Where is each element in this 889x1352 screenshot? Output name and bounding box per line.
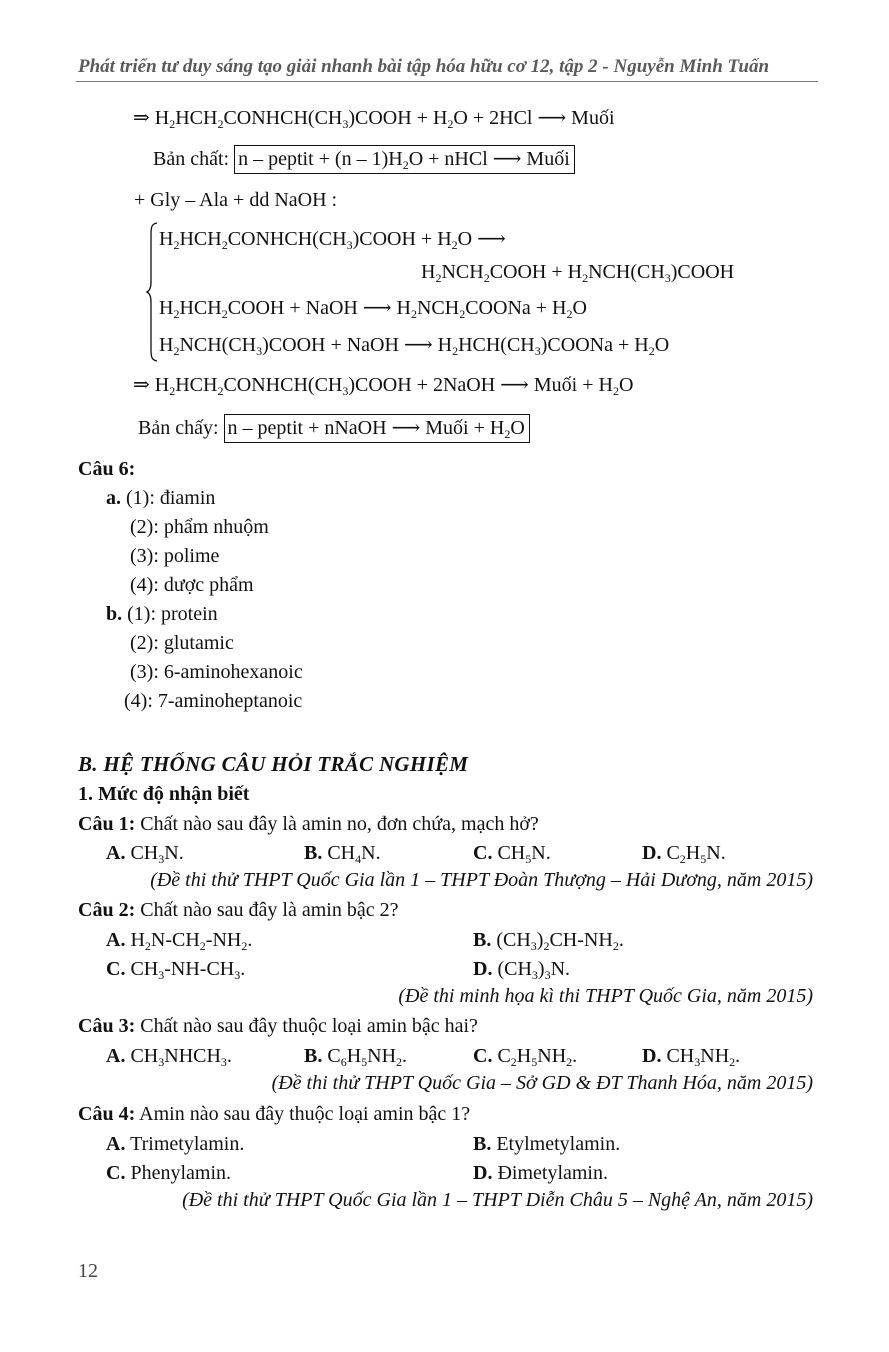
ban-chat-label: Bản chất: xyxy=(153,148,230,170)
cau6-a-item: a. (1): điamin xyxy=(106,487,216,509)
question-label: Câu 2: xyxy=(78,899,136,921)
ban-chat-label: Bản chấy: xyxy=(138,417,219,439)
cau6-a-item: (3): polime xyxy=(130,545,220,567)
system-row-hydrolysis-products: $H_2NCH_2COOH$ + $H_2NCH(CH_3)COOH$ xyxy=(421,261,735,285)
q3-source: (Đề thi thử THPT Quốc Gia – Sở GD & ĐT Thanh Hóa, năm 2015) xyxy=(271,1072,813,1094)
question-4 xyxy=(78,1102,470,1126)
ban-chat-naoh-formula: n – peptit + nNaOH xyxy=(227,417,387,439)
implies-arrow: ⇒ xyxy=(133,107,150,129)
naoh-term: NaOH xyxy=(305,297,358,319)
question-label: Câu 1: xyxy=(78,813,136,835)
ban-chat-hcl xyxy=(153,147,575,171)
q1-option-c: C. $CH_5N$. xyxy=(473,842,551,866)
cau6-a-item: (4): dược phẩm xyxy=(130,574,254,596)
q4-option-d: D. Đimetylamin. xyxy=(473,1162,608,1184)
ban-chat-hcl-box: n – peptit + $(n - 1)H_2O$ + nHCl ⟶ Muối xyxy=(234,145,575,174)
system-row-glycine-naoh: $H_2HCH_2COOH$ + NaOH ⟶ $H_2NCH_2COONa + H_2O$ xyxy=(159,297,587,321)
page-number: 12 xyxy=(78,1260,98,1282)
q3-option-b: B. $C_6H_5NH_2$. xyxy=(304,1045,408,1069)
ban-chat-2-product: Muối xyxy=(425,417,469,439)
question-label: Câu 4: xyxy=(78,1103,136,1125)
q2-option-c: C. $CH_3-NH-CH_3$. xyxy=(106,958,246,982)
cau6-b-item: (3): 6-aminohexanoic xyxy=(130,661,303,683)
cau6-title: Câu 6: xyxy=(78,458,136,480)
system-brace xyxy=(146,222,158,362)
system-row-hydrolysis: $H_2HCH_2CONHCH(CH_3)COOH + H_2O$ ⟶ xyxy=(159,228,506,252)
question-1 xyxy=(78,812,539,836)
q2-option-b: B. $(CH_3)_2CH-NH_2$. xyxy=(473,929,624,953)
cau6-b-label: b. xyxy=(106,603,123,625)
q1-option-b: B. $CH_4N$. xyxy=(304,842,381,866)
cau6-b-item: b. (1): protein xyxy=(106,603,218,625)
section-title: B. HỆ THỐNG CÂU HỎI TRẮC NGHIỆM xyxy=(78,752,469,776)
q3-option-d: D. $CH_3NH_2$. xyxy=(642,1045,741,1069)
ban-chat-naoh-box: n – peptit + nNaOH ⟶ Muối + $H_2O$ xyxy=(224,414,530,443)
ban-chat-1-product: Muối xyxy=(526,148,570,170)
ban-chat-naoh xyxy=(138,416,530,440)
q2-option-d: D. $(CH_3)_3N$. xyxy=(473,958,571,982)
question-text: Chất nào sau đây là amin bậc 2? xyxy=(140,899,399,921)
eq2-product: Muối xyxy=(533,374,578,396)
cau6-b-item: (4): 7-aminoheptanoic xyxy=(124,690,303,712)
q2-source: (Đề thi minh họa kì thi THPT Quốc Gia, năm 2015) xyxy=(398,985,813,1007)
question-text: Amin nào sau đây thuộc loại amin bậc 1? xyxy=(139,1103,471,1125)
cau6-a-label: a. xyxy=(106,487,121,509)
system-row-alanine-naoh: $H_2NCH(CH_3)COOH$ + NaOH ⟶ $H_2HCH(CH_3)COONa + H_2O$ xyxy=(159,334,670,358)
q1-source: (Đề thi thử THPT Quốc Gia lần 1 – THPT Đoàn Thượng – Hải Dương, năm 2015) xyxy=(150,869,813,891)
question-3 xyxy=(78,1014,478,1038)
q4-option-b: B. Etylmetylamin. xyxy=(473,1133,621,1155)
q3-option-a: A. $CH_3NHCH_3$. xyxy=(106,1045,232,1069)
equation-alanine-naoh: ⇒ $H_2HCH_2CONHCH(CH_3)COOH$ + 2NaOH ⟶ Muối + $H_2O$ xyxy=(133,374,634,398)
q4-option-c: C. Phenylamin. xyxy=(106,1162,231,1184)
cau6-a-item: (2): phẩm nhuộm xyxy=(130,516,269,538)
eq1-product: Muối xyxy=(571,107,615,129)
question-text: Chất nào sau đây thuộc loại amin bậc hai? xyxy=(140,1015,478,1037)
q3-option-c: C. $C_2H_5NH_2$. xyxy=(473,1045,578,1069)
gly-ala-naoh-heading: + Gly – Ala + dd NaOH : xyxy=(134,189,338,211)
equation-alanine-hcl: ⇒ $H_2HCH_2CONHCH(CH_3)COOH + H_2O + 2HCl$ ⟶ Muối xyxy=(133,107,615,131)
q4-option-a: A. Trimetylamin. xyxy=(106,1133,245,1155)
section-subtitle: 1. Mức độ nhận biết xyxy=(78,783,250,805)
question-text: Chất nào sau đây là amin no, đơn chứa, mạch hở? xyxy=(140,813,539,835)
q1-option-d: D. $C_2H_5N$. xyxy=(642,842,726,866)
question-label: Câu 3: xyxy=(78,1015,136,1037)
question-2 xyxy=(78,898,398,922)
q4-source: (Đề thi thử THPT Quốc Gia lần 1 – THPT Diễn Châu 5 – Nghệ An, năm 2015) xyxy=(182,1189,813,1211)
header-rule xyxy=(76,81,818,82)
cau6-b-item: (2): glutamic xyxy=(130,632,234,654)
q1-option-a: A. $CH_3N$. xyxy=(106,842,184,866)
q2-option-a: A. $H_2N-CH_2-NH_2$. xyxy=(106,929,253,953)
running-header: Phát triển tư duy sáng tạo giải nhanh bài tập hóa hữu cơ 12, tập 2 - Nguyễn Minh Tuấn xyxy=(78,56,770,77)
naoh-term: NaOH xyxy=(346,334,399,356)
implies-arrow: ⇒ xyxy=(133,374,150,396)
